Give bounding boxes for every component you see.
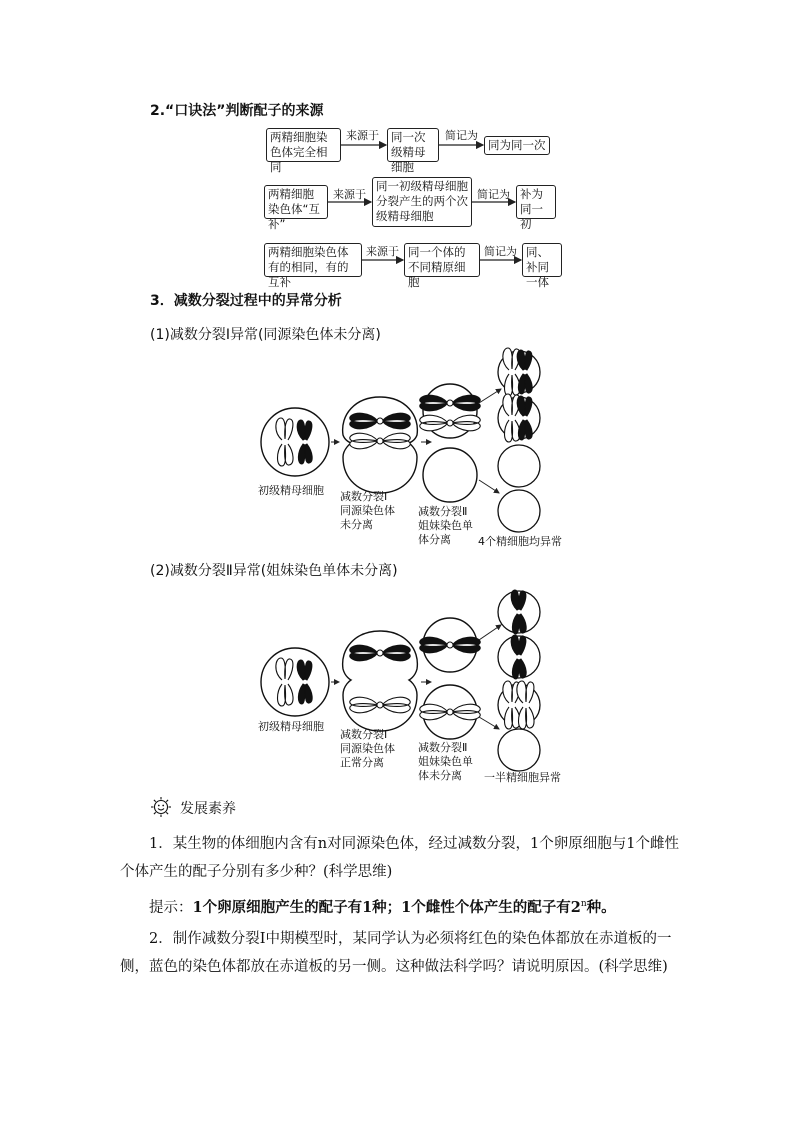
row1-source-box: 两精细胞染色体完全相同: [266, 128, 341, 162]
literacy-q2: 2．制作减数分裂Ⅰ中期模型时，某同学认为必须将红色的染色体都放在赤道板的一侧，蓝色的染色体都放在赤道板的另一侧。这种做法科学吗？请说明原因。(科学思维): [120, 931, 672, 975]
case1-cap-result: 4个精细胞均异常: [478, 535, 562, 548]
literacy-q1: 1．某生物的体细胞内含有n对同源染色体，经过减数分裂，1个卵原细胞与1个雌性个体产生的配子分别有多少种？(科学思维): [120, 836, 680, 880]
smiley-sun-icon: [150, 796, 172, 818]
meiosis2-abnormal-diagram: [255, 585, 575, 775]
section3-title: 3．减数分裂过程中的异常分析: [150, 293, 342, 309]
row1-mnemonic-box: 同为同一次: [484, 136, 550, 155]
row2-source-box: 两精细胞染色体“互补”: [264, 185, 328, 219]
row3-arrow2-label: 简记为: [484, 245, 517, 258]
hint-body: 1个卵原细胞产生的配子有1种；1个雌性个体产生的配子有2: [192, 898, 581, 916]
case2-cap-m1-line2: 同源染色体: [340, 742, 395, 755]
row3-source-box: 两精细胞染色体有的相同，有的互补: [264, 243, 362, 277]
case1-cap-m2-line1: 减数分裂Ⅱ: [418, 505, 468, 518]
case1-title: (1)减数分裂Ⅰ异常(同源染色体未分离): [150, 327, 381, 343]
case2-title: (2)减数分裂Ⅱ异常(姐妹染色单体未分离): [150, 563, 398, 579]
case1-cap-m1-line1: 减数分裂Ⅰ: [340, 490, 388, 503]
hint-prefix: 提示：: [149, 899, 193, 916]
meiosis1-abnormal-diagram: [255, 345, 575, 545]
row3-origin-box: 同一个体的不同精原细胞: [404, 243, 480, 277]
case1-cap-m2-line2: 姐妹染色单: [418, 519, 473, 532]
row1-arrow2-label: 简记为: [445, 129, 478, 142]
case2-cap-m1-line3: 正常分离: [340, 756, 384, 769]
row2-arrow2-label: 简记为: [477, 188, 510, 201]
case2-cap-m2-line3: 体未分离: [418, 769, 462, 782]
case1-cap-primary: 初级精母细胞: [258, 484, 324, 497]
row3-mnemonic-box: 同、补同一体: [522, 243, 562, 277]
row1-arrow1-label: 来源于: [346, 129, 379, 142]
row2-origin-box: 同一初级精母细胞分裂产生的两个次级精母细胞: [372, 177, 472, 227]
case1-cap-m1-line3: 未分离: [340, 518, 373, 531]
section2-arrows: [0, 0, 794, 300]
row2-arrow1-label: 来源于: [333, 188, 366, 201]
case2-cap-result: 一半精细胞异常: [484, 771, 561, 784]
hint-end: 种。: [586, 898, 616, 916]
literacy-hint: [120, 890, 680, 922]
case2-cap-primary: 初级精母细胞: [258, 720, 324, 733]
row3-arrow1-label: 来源于: [366, 245, 399, 258]
hint-sup: n: [580, 899, 587, 909]
row1-origin-box: 同一次级精母细胞: [387, 128, 439, 162]
case2-cap-m2-line2: 姐妹染色单: [418, 755, 473, 768]
case1-cap-m1-line2: 同源染色体: [340, 504, 395, 517]
row2-mnemonic-box: 补为同一初: [516, 185, 556, 219]
section2-title: 2.“口诀法”判断配子的来源: [150, 103, 324, 119]
literacy-title: 发展素养: [180, 801, 236, 817]
case2-cap-m2-line1: 减数分裂Ⅱ: [418, 741, 468, 754]
case1-cap-m2-line3: 体分离: [418, 533, 451, 546]
case2-cap-m1-line1: 减数分裂Ⅰ: [340, 728, 388, 741]
